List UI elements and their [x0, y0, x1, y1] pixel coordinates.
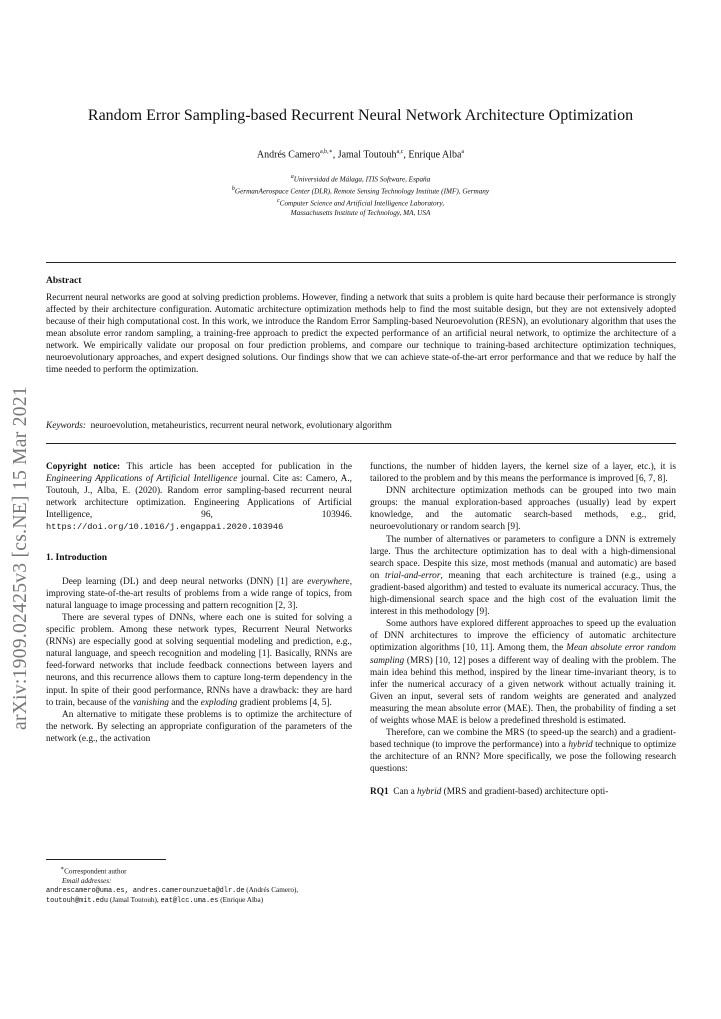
author-name: Jamal Toutouh	[337, 149, 397, 161]
affiliation: $^c$Computer Science and Artificial Intelligence Laboratory,	[276, 197, 445, 208]
footnote-emails: andrescamero@uma.es, andres.camerounzueta@dlr.de (Andrés Camero), toutouh@mit.edu (Jamal Toutouh), eat@lcc.uma.es (Enrique Alba)	[46, 885, 299, 905]
affiliation: $^b$GermanAerospace Center (DLR), Remote Sensing Technology Institute (IMF), Germany	[231, 185, 490, 196]
divider	[46, 262, 676, 263]
paragraph: The number of alternatives or parameters to configure a DNN is extremely large. Thus the architecture optimization has to deal with a high-dimensional search space. Despite this size, most methods (manual and automatic) are based on trial-and-error, meaning that each architecture is trained (e.g., using a gradient-based algorithm) and tested to evaluate its numerical accuracy. Thus, the high-dimensional search space and the high cost of the evaluation limit the interest in this methodology [9].	[370, 534, 676, 618]
section-heading: 1. Introduction	[46, 552, 108, 563]
paragraph: An alternative to mitigate these problems is to optimize the architecture of the network. By selecting an appropriate configuration of the parameters of the network (e.g., the activation	[46, 709, 352, 744]
left-column	[46, 461, 352, 745]
affiliations	[0, 173, 721, 219]
right-column	[370, 461, 676, 799]
affiliation: Massachusetts Institute of Technology, MA, USA	[290, 208, 431, 217]
divider	[46, 443, 676, 444]
arxiv-stamp: arXiv:1909.02425v3 [cs.NE] 15 Mar 2021	[10, 386, 31, 730]
footnote-email-label: Email addresses:	[62, 876, 112, 885]
paper-title: Random Error Sampling-based Recurrent Neural Network Architecture Optimization	[87, 107, 634, 124]
research-question: RQ1 Can a hybrid (MRS and gradient-based) architecture opti-	[370, 787, 609, 798]
author-name: Enrique Alba	[408, 149, 462, 161]
paragraph: DNN architecture optimization methods can be grouped into two main groups: the manual exploration-based approaches (usually) lead by expert knowledge, and the automatic search-based methods, e.g., grid, neuroevolutionary or random search [9].	[370, 486, 676, 533]
paragraph: Therefore, can we combine the MRS (to speed-up the search) and a gradient-based technique (to improve the performance) into a hybrid technique to optimize the architecture of an RNN? More specifically, we pose the following research questions:	[370, 728, 677, 775]
keywords	[46, 421, 676, 431]
author-mark: a,b,∗	[319, 149, 333, 155]
author-mark: a	[461, 149, 465, 155]
footnotes	[46, 865, 352, 906]
keywords-text: neuroevolution, metaheuristics, recurrent neural network, evolutionary algorithm	[90, 421, 392, 431]
author-list: Andrés Camero$^{a,b,∗}$, Jamal Toutouh$^{a,c}$, Enrique Alba$^a$	[256, 149, 465, 161]
abstract-heading: Abstract	[46, 276, 82, 286]
doi-link[interactable]: https://doi.org/10.1016/j.engappai.2020.103946	[46, 522, 284, 533]
paragraph: Some authors have explored different approaches to speed up the evaluation of DNN architectures to improve the efficiency of automatic architecture optimization algorithms [10, 11]. Among them, the Mean absolute error random sampling (MRS) [10, 12] poses a different way of dealing with the problem. The main idea behind this method, inspired by the linear time-invariant theory, is to infer the numerical accuracy of a given network without actually training it. Given an input, several sets of random weights are generated and analyzed measuring the mean absolute error (MAE). Then, the probability of finding a set of weights whose MAE is below a predefined threshold is estimated.	[370, 619, 676, 726]
affiliation: $^a$Universidad de Málaga, ITIS Software, España	[290, 174, 431, 184]
author-mark: a,c	[396, 149, 404, 155]
author-name: Andrés Camero	[256, 149, 320, 161]
paragraph: Deep learning (DL) and deep neural networks (DNN) [1] are everywhere, improving state-of-the-art results of problems from a wide range of topics, from natural language to image processing and pattern recognition [2, 3].	[46, 576, 353, 611]
footnote-divider	[46, 859, 166, 860]
paragraph: There are several types of DNNs, where each one is suited for solving a specific problem. Among these network types, Recurrent Neural Networks (RNNs) are especially good at solving sequential modeling and prediction, e.g., natural language, and speech recognition and modeling [1]. Basically, RNNs are feed-forward networks that include feedback connections between layers and neurons, and this recurrence allows them to capture long-term dependency in the input. In spite of their good performance, RNNs have a drawback: they are hard to train, because of the vanishing and the exploding gradient problems [4, 5].	[46, 612, 352, 708]
abstract-text: Recurrent neural networks are good at solving prediction problems. However, finding a network that suits a problem is quite hard because their performance is strongly affected by their architecture configuration. Automatic architecture optimization methods help to find the most suitable design, but they are not extensively adopted because of their high computational cost. In this work, we introduce the Random Error Sampling-based Neuroevolution (RESN), an evolutionary algorithm that uses the mean absolute error random sampling, a training-free approach to predict the expected performance of an artificial neural network, to optimize the architecture of a network. We empirically validate our proposal on four prediction problems, and compare our technique to training-based architecture optimization techniques, neuroevolutionary approaches, and expert designed solutions. Our findings show that we can achieve state-of-the-art error performance and that we reduce by half the time needed to perform the optimization.	[46, 293, 676, 376]
footnote-corr: ∗Correspondent author	[60, 866, 127, 876]
paragraph: functions, the number of hidden layers, the kernel size of a layer, etc.), it is tailored to the problem and by this means the performance is improved [6, 7, 8].	[370, 462, 676, 485]
copyright-notice: Copyright notice: This article has been accepted for publication in the Engineering Applications of Artificial Intelligence journal. Cite as: Camero, A., Toutouh, J., Alba, E. (2020). Random error sampling-based recurrent neural network architecture optimization. Engineering Applications of Artificial Intelligence, 96, 103946. https://doi.org/10.1016/j.engappai.2020.103946	[46, 462, 352, 533]
keywords-label: Keywords:	[46, 421, 86, 431]
